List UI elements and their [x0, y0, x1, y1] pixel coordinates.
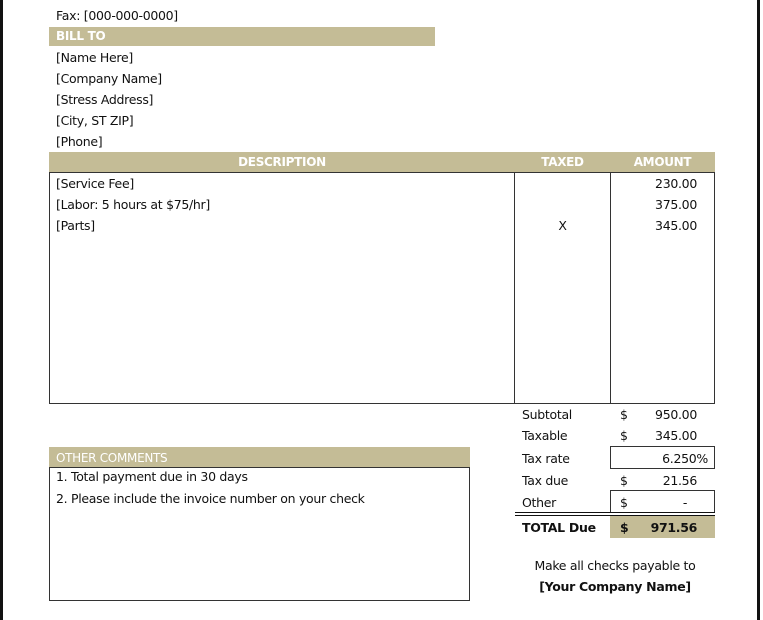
bill-to-address: [Stress Address] — [56, 92, 154, 107]
currency-symbol: $ — [620, 407, 628, 422]
comment-line: 1. Total payment due in 30 days — [56, 469, 248, 484]
taxable-value: 345.00 — [655, 428, 697, 443]
subtotal-value: 950.00 — [655, 407, 697, 422]
comments-box[interactable] — [49, 467, 470, 601]
comments-header: OTHER COMMENTS — [49, 447, 470, 467]
taxed-header: TAXED — [541, 155, 584, 169]
page-border-right — [757, 0, 760, 620]
tax-rate-value: 6.250% — [662, 451, 708, 466]
item-description: [Parts] — [56, 218, 95, 233]
item-amount: 375.00 — [655, 197, 697, 212]
column-divider — [514, 172, 515, 404]
item-amount: 230.00 — [655, 176, 697, 191]
currency-symbol: $ — [620, 520, 629, 535]
currency-symbol: $ — [620, 473, 628, 488]
tax-due-value: 21.56 — [662, 473, 697, 488]
item-taxed: X — [558, 218, 567, 233]
fax-line: Fax: [000-000-0000] — [56, 8, 178, 23]
bill-to-name: [Name Here] — [56, 50, 133, 65]
other-label: Other — [522, 495, 556, 510]
description-header: DESCRIPTION — [238, 155, 326, 169]
total-label: TOTAL Due — [522, 520, 596, 535]
other-value: - — [682, 495, 688, 510]
currency-symbol: $ — [620, 428, 628, 443]
total-divider — [515, 512, 715, 513]
item-description: [Labor: 5 hours at $75/hr] — [56, 197, 210, 212]
bill-to-company: [Company Name] — [56, 71, 162, 86]
amount-header: AMOUNT — [633, 155, 692, 169]
item-description: [Service Fee] — [56, 176, 134, 191]
tax-due-label: Tax due — [522, 473, 569, 488]
payable-company: [Your Company Name] — [539, 579, 691, 594]
bill-to-header: BILL TO — [49, 27, 435, 46]
item-amount: 345.00 — [655, 218, 697, 233]
comment-line: 2. Please include the invoice number on your check — [56, 491, 365, 506]
bill-to-city: [City, ST ZIP] — [56, 113, 134, 128]
total-value: 971.56 — [650, 520, 697, 535]
taxable-label: Taxable — [522, 428, 568, 443]
items-header — [49, 152, 715, 172]
currency-symbol: $ — [620, 495, 628, 510]
payable-text: Make all checks payable to — [534, 558, 696, 573]
page-border-left — [0, 0, 3, 620]
tax-rate-label: Tax rate — [522, 451, 570, 466]
subtotal-label: Subtotal — [522, 407, 572, 422]
bill-to-phone: [Phone] — [56, 134, 103, 149]
